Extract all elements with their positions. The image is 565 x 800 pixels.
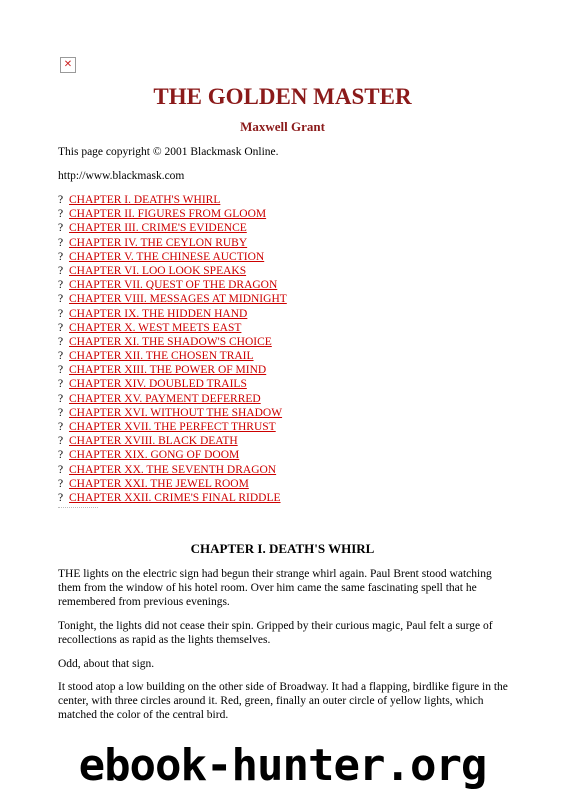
toc-link-chapter-6[interactable]: CHAPTER VI. LOO LOOK SPEAKS: [69, 264, 247, 277]
toc-bullet: ?: [58, 491, 64, 504]
toc-link-chapter-8[interactable]: CHAPTER VIII. MESSAGES AT MIDNIGHT: [69, 293, 287, 306]
toc-item: [58, 420, 518, 434]
toc-link-chapter-13[interactable]: CHAPTER XIII. THE POWER OF MIND: [69, 364, 267, 377]
toc-bullet: ?: [58, 406, 64, 419]
toc-link-chapter-14[interactable]: CHAPTER XIV. DOUBLED TRAILS: [69, 378, 247, 391]
table-of-contents: [58, 193, 518, 505]
body-paragraph: THE lights on the electric sign had begun their strange whirl again. Paul Brent stood watching them from the window of his hotel room. Over him came the same fascinating spell that he remembered from previous evenings.: [58, 568, 492, 608]
toc-item: [58, 292, 518, 306]
toc-bullet: ?: [58, 208, 64, 221]
toc-link-chapter-1[interactable]: CHAPTER I. DEATH'S WHIRL: [69, 194, 221, 206]
toc-item: [58, 448, 518, 462]
toc-link-chapter-9[interactable]: CHAPTER IX. THE HIDDEN HAND: [69, 307, 248, 320]
toc-bullet: ?: [58, 378, 64, 391]
body-paragraph: Odd, about that sign.: [58, 658, 155, 670]
toc-bullet: ?: [58, 463, 64, 476]
toc-item: [58, 349, 518, 363]
toc-item: [58, 236, 518, 250]
toc-item: [58, 321, 518, 335]
toc-item: [58, 264, 518, 278]
toc-link-chapter-4[interactable]: CHAPTER IV. THE CEYLON RUBY: [69, 236, 248, 249]
toc-item: [58, 392, 518, 406]
toc-item: [58, 434, 518, 448]
book-title: THE GOLDEN MASTER: [153, 84, 412, 109]
toc-bullet: ?: [58, 364, 64, 377]
broken-image-x-icon: ✕: [63, 59, 73, 70]
toc-bullet: ?: [58, 194, 64, 206]
watermark-logo: ebook-hunter.org: [78, 740, 487, 791]
toc-link-chapter-19[interactable]: CHAPTER XIX. GONG OF DOOM: [69, 449, 240, 462]
toc-item: [58, 221, 518, 235]
toc-link-chapter-15[interactable]: CHAPTER XV. PAYMENT DEFERRED: [69, 392, 261, 405]
toc-link-chapter-7[interactable]: CHAPTER VII. QUEST OF THE DRAGON: [69, 279, 278, 292]
toc-link-chapter-3[interactable]: CHAPTER III. CRIME'S EVIDENCE: [69, 222, 247, 235]
toc-link-chapter-10[interactable]: CHAPTER X. WEST MEETS EAST: [69, 321, 242, 334]
author-name: Maxwell Grant: [240, 119, 325, 134]
toc-item: [58, 193, 518, 207]
toc-bullet: ?: [58, 307, 64, 320]
body-paragraph: Tonight, the lights did not cease their spin. Gripped by their curious magic, Paul felt a surge of recollections as rapid as the lights themselves.: [58, 620, 493, 646]
toc-item: [58, 335, 518, 349]
toc-link-chapter-2[interactable]: CHAPTER II. FIGURES FROM GLOOM: [69, 208, 267, 221]
toc-bullet: ?: [58, 435, 64, 448]
toc-bullet: ?: [58, 264, 64, 277]
toc-bullet: ?: [58, 392, 64, 405]
toc-bullet: ?: [58, 222, 64, 235]
toc-item: [58, 363, 518, 377]
toc-item: [58, 477, 518, 491]
toc-bullet: ?: [58, 335, 64, 348]
toc-bullet: ?: [58, 421, 64, 433]
toc-item: [58, 377, 518, 391]
toc-item: [58, 207, 518, 221]
toc-bullet: ?: [58, 350, 64, 363]
toc-link-chapter-20[interactable]: CHAPTER XX. THE SEVENTH DRAGON: [69, 463, 277, 476]
toc-link-chapter-18[interactable]: CHAPTER XVIII. BLACK DEATH: [69, 435, 238, 448]
toc-bullet: ?: [58, 321, 64, 334]
toc-item: [58, 278, 518, 292]
broken-image-icon: [60, 57, 76, 73]
toc-link-chapter-21[interactable]: CHAPTER XXI. THE JEWEL ROOM: [69, 477, 249, 490]
toc-link-chapter-17[interactable]: CHAPTER XVII. THE PERFECT THRUST: [69, 421, 276, 433]
toc-item: [58, 307, 518, 321]
toc-link-chapter-12[interactable]: CHAPTER XII. THE CHOSEN TRAIL: [69, 350, 254, 363]
toc-link-chapter-22[interactable]: CHAPTER XXII. CRIME'S FINAL RIDDLE: [69, 491, 281, 504]
toc-link-chapter-11[interactable]: CHAPTER XI. THE SHADOW'S CHOICE: [69, 335, 272, 348]
site-url: http://www.blackmask.com: [58, 170, 185, 182]
toc-item: [58, 406, 518, 420]
body-paragraph: It stood atop a low building on the other side of Broadway. It had a flapping, birdlike figure in the center, with three circles around it. Red, green, finally an outer circle of yellow lights, which matched the color of the central bird.: [58, 681, 508, 721]
toc-bullet: ?: [58, 236, 64, 249]
toc-link-chapter-16[interactable]: CHAPTER XVI. WITHOUT THE SHADOW: [69, 406, 283, 419]
copyright-notice: This page copyright © 2001 Blackmask Online.: [58, 146, 279, 158]
toc-cutoff-divider: [58, 507, 98, 512]
toc-item: [58, 463, 518, 477]
toc-item: [58, 491, 518, 505]
toc-bullet: ?: [58, 477, 64, 490]
chapter-heading: CHAPTER I. DEATH'S WHIRL: [190, 541, 375, 556]
toc-bullet: ?: [58, 449, 64, 462]
toc-item: [58, 250, 518, 264]
toc-link-chapter-5[interactable]: CHAPTER V. THE CHINESE AUCTION: [69, 250, 265, 263]
toc-bullet: ?: [58, 293, 64, 306]
toc-bullet: ?: [58, 250, 64, 263]
toc-bullet: ?: [58, 279, 64, 292]
